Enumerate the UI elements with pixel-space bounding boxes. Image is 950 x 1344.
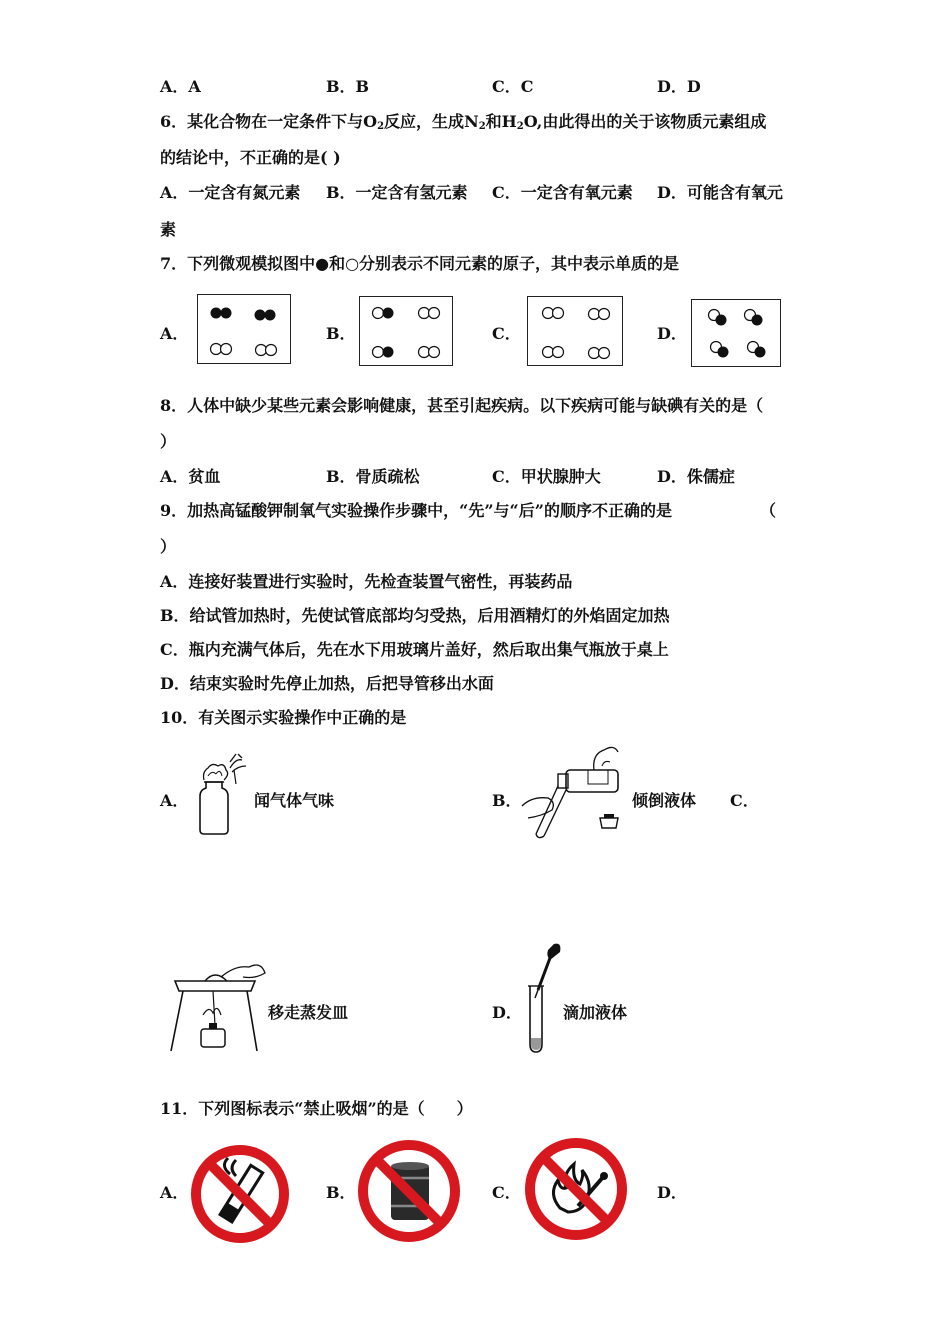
- q11-stem: 11．下列图标表示“禁止吸烟”的是（ ）: [160, 1099, 473, 1118]
- q10-label-b: B．: [492, 791, 522, 810]
- q7-label-d: D．: [657, 324, 687, 343]
- molecule-drawing-b: [360, 297, 454, 367]
- evaporating-dish-illustration: [165, 955, 265, 1055]
- q9-option-a: A．连接好装置进行实验时，先检查装置气密性，再装药品: [160, 572, 573, 591]
- q7-label-b: B．: [326, 324, 356, 343]
- q9-paren-open: （: [760, 501, 777, 520]
- q9-stem-line2: ）: [160, 537, 177, 556]
- q8-option-a: A．贫血: [160, 467, 221, 486]
- molecule-drawing-c: [528, 297, 624, 367]
- q10-caption-c: 移走蒸发皿: [268, 1003, 349, 1022]
- q7-stem: 7．下列微观模拟图中●和○分别表示不同元素的原子，其中表示单质的是: [160, 254, 680, 273]
- q10-caption-d: 滴加液体: [563, 1003, 628, 1022]
- q8-option-b: B．骨质疏松: [326, 467, 420, 486]
- molecule-diagram-c: [527, 296, 623, 366]
- no-oil-barrel-sign-icon: [357, 1138, 461, 1244]
- q6-option-a: A．一定含有氮元素: [160, 183, 301, 202]
- molecule-diagram-d: [691, 299, 781, 367]
- molecule-diagram-b: [359, 296, 453, 366]
- q6-option-c: C．一定含有氧元素: [492, 183, 633, 202]
- q10-label-d: D．: [492, 1003, 522, 1022]
- q5-option-c: C．C: [492, 77, 534, 96]
- q11-label-b: B．: [326, 1183, 356, 1202]
- no-open-flame-sign-icon: [522, 1136, 630, 1242]
- q9-stem-line1: 9．加热高锰酸钾制氧气实验操作步骤中，“先”与“后”的顺序不正确的是: [160, 501, 672, 520]
- q9-option-c: C．瓶内充满气体后，先在水下用玻璃片盖好，然后取出集气瓶放于桌上: [160, 640, 669, 659]
- q6-option-d: D．可能含有氧元: [657, 183, 783, 202]
- q8-option-d: D．侏儒症: [657, 467, 735, 486]
- q5-option-a: A．A: [160, 77, 201, 96]
- q6-stem-line2: 的结论中，不正确的是( ): [160, 148, 341, 167]
- q11-label-a: A．: [160, 1183, 189, 1202]
- molecule-drawing-a: [198, 295, 292, 365]
- dropper-illustration: [520, 940, 570, 1055]
- q10-caption-a: 闻气体气味: [254, 791, 335, 810]
- q8-stem-line2: ）: [160, 432, 177, 451]
- pour-liquid-illustration: [518, 740, 628, 840]
- q8-stem-line1: 8．人体中缺少某些元素会影响健康，甚至引起疾病。以下疾病可能与缺碘有关的是（: [160, 396, 764, 415]
- q5-option-d: D．D: [657, 77, 701, 96]
- q10-stem: 10．有关图示实验操作中正确的是: [160, 708, 407, 727]
- smell-gas-illustration: [190, 750, 250, 836]
- q6-option-d-wrap: 素: [160, 220, 177, 239]
- q7-label-a: A．: [160, 324, 189, 343]
- q8-option-c: C．甲状腺肿大: [492, 467, 601, 486]
- molecule-diagram-a: [197, 294, 291, 364]
- q5-option-b: B．B: [326, 77, 370, 96]
- q11-label-d: D．: [657, 1183, 687, 1202]
- q6-stem-line1: 6．某化合物在一定条件下与$O_2$反应，生成$N_2$和$H_2O$,由此得出的关于该物质元素组成: [160, 112, 767, 132]
- q9-option-b: B．给试管加热时，先使试管底部均匀受热，后用酒精灯的外焰固定加热: [160, 606, 670, 625]
- no-smoking-sign-icon: [190, 1144, 290, 1244]
- q10-label-a: A．: [160, 791, 189, 810]
- q6-option-b: B．一定含有氢元素: [326, 183, 468, 202]
- q10-label-c: C．: [730, 791, 759, 810]
- q9-option-d: D．结束实验时先停止加热，后把导管移出水面: [160, 674, 494, 693]
- q7-label-c: C．: [492, 324, 521, 343]
- q10-caption-b: 倾倒液体: [632, 791, 697, 810]
- molecule-drawing-d: [692, 300, 782, 368]
- q11-label-c: C．: [492, 1183, 521, 1202]
